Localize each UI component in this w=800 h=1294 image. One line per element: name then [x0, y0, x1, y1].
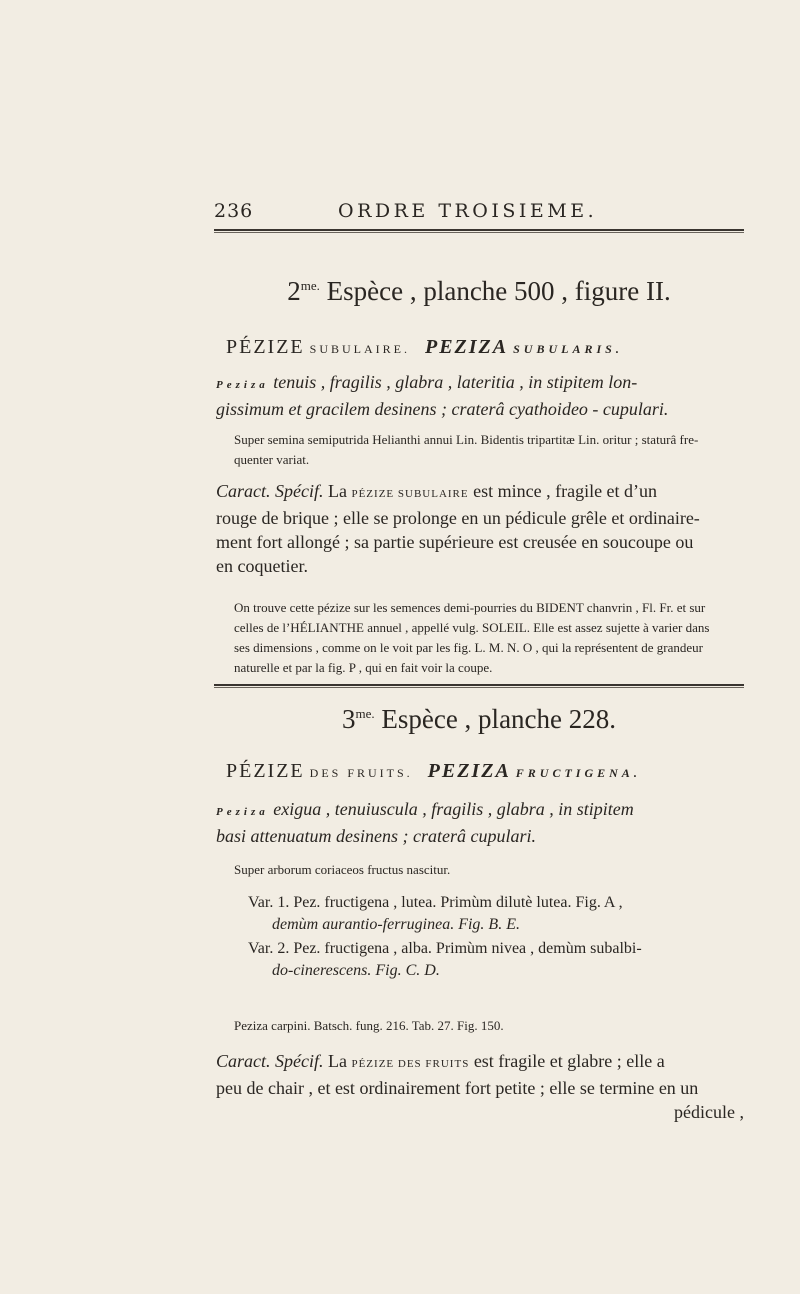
characters-smallcaps: PÉZIZE SUBULAIRE [351, 488, 469, 500]
french-epithet: SUBULAIRE. [309, 342, 410, 356]
characters-text: La [327, 1051, 347, 1071]
species-number: 2 [287, 276, 301, 306]
species-3-names [226, 760, 746, 783]
variety-line: demùm aurantio-ferruginea. Fig. B. E. [272, 916, 520, 933]
characters-line: en coquetier. [216, 556, 308, 576]
diagnosis-line: gissimum et gracilem desinens ; craterâ cyathoideo - cupulari. [216, 399, 669, 419]
variety-1 [248, 892, 744, 936]
diagnosis-genus: Peziza [216, 806, 269, 818]
french-name: PÉZIZE [226, 760, 305, 782]
section-rule [214, 684, 744, 688]
characters-text: La [327, 481, 347, 501]
species-3-heading [214, 704, 744, 735]
diagnosis-line: exigua , tenuiuscula , fragilis , glabra , in stipitem [273, 799, 634, 819]
species-2-names [226, 336, 746, 359]
variety-2 [248, 938, 744, 982]
variety-line: Var. 2. Pez. fructigena , alba. Primùm nivea , demùm subalbi- [248, 940, 642, 957]
species-2-characters [216, 479, 744, 578]
latin-name: PEZIZA [427, 760, 511, 782]
running-title: ORDRE TROISIEME. [338, 200, 598, 222]
characters-smallcaps: PÉZIZE DES FRUITS [351, 1058, 470, 1070]
diagnosis-genus: Peziza [216, 379, 269, 391]
species-2-note [234, 598, 744, 678]
page-number: 236 [214, 200, 254, 222]
header-rule [214, 229, 744, 233]
characters-line: peu de chair , et est ordinairement fort petite ; elle se termine en un [216, 1078, 699, 1098]
variety-line: Var. 1. Pez. fructigena , lutea. Primùm dilutè lutea. Fig. A , [248, 894, 623, 911]
diagnosis-line: tenuis , fragilis , glabra , lateritia , in stipitem lon- [273, 372, 638, 392]
latin-epithet: FRUCTIGENA. [515, 766, 641, 780]
characters-text: est mince , fragile et d’un [473, 481, 658, 501]
species-2-habitat [234, 430, 744, 470]
species-3-habitat: Super arborum coriaceos fructus nascitur. [234, 862, 451, 877]
species-number-sup: me. [300, 278, 320, 293]
characters-line: rouge de brique ; elle se prolonge en un pédicule grêle et ordinaire- [216, 508, 700, 528]
variety-line: do-cinerescens. Fig. C. D. [272, 962, 440, 979]
characters-line: ment fort allongé ; sa partie supérieure est creusée en soucoupe ou [216, 532, 694, 552]
habitat-line: Super semina semiputrida Helianthi annui Lin. Bidentis tripartitæ Lin. oritur ; staturâ fre- [234, 432, 699, 447]
latin-name: PEZIZA [425, 336, 509, 358]
species-3-synonym: Peziza carpini. Batsch. fung. 216. Tab. 27. Fig. 150. [234, 1018, 504, 1033]
note-line: On trouve cette pézize sur les semences demi-pourries du BIDENT chanvrin , Fl. Fr. et sur [234, 600, 706, 615]
species-3-characters [216, 1049, 744, 1124]
note-line: ses dimensions , comme on le voit par les fig. L. M. N. O , qui la représentent de grandeur [234, 640, 703, 655]
french-epithet: DES FRUITS. [309, 766, 413, 780]
species-heading-text: Espèce , planche 500 , figure II. [326, 276, 671, 306]
species-2-heading [214, 276, 744, 307]
latin-epithet: SUBULARIS. [513, 342, 623, 356]
species-heading-text: Espèce , planche 228. [381, 704, 617, 734]
running-head [214, 200, 744, 230]
characters-text: est fragile et glabre ; elle a [473, 1051, 665, 1071]
habitat-line: quenter variat. [234, 452, 310, 467]
species-number: 3 [341, 704, 356, 734]
diagnosis-line: basi attenuatum desinens ; craterâ cupulari. [216, 826, 536, 846]
characters-label: Caract. Spécif. [216, 1051, 324, 1071]
characters-line: pédicule , [674, 1102, 744, 1122]
species-2-diagnosis [216, 370, 744, 421]
french-name: PÉZIZE [226, 336, 305, 358]
characters-label: Caract. Spécif. [216, 481, 324, 501]
species-number-sup: me. [355, 706, 375, 721]
note-line: celles de l’HÉLIANTHE annuel , appellé vulg. SOLEIL. Elle est assez sujette à varier dans [234, 620, 710, 635]
species-3-diagnosis [216, 797, 744, 848]
note-line: naturelle et par la fig. P , qui en fait voir la coupe. [234, 660, 493, 675]
